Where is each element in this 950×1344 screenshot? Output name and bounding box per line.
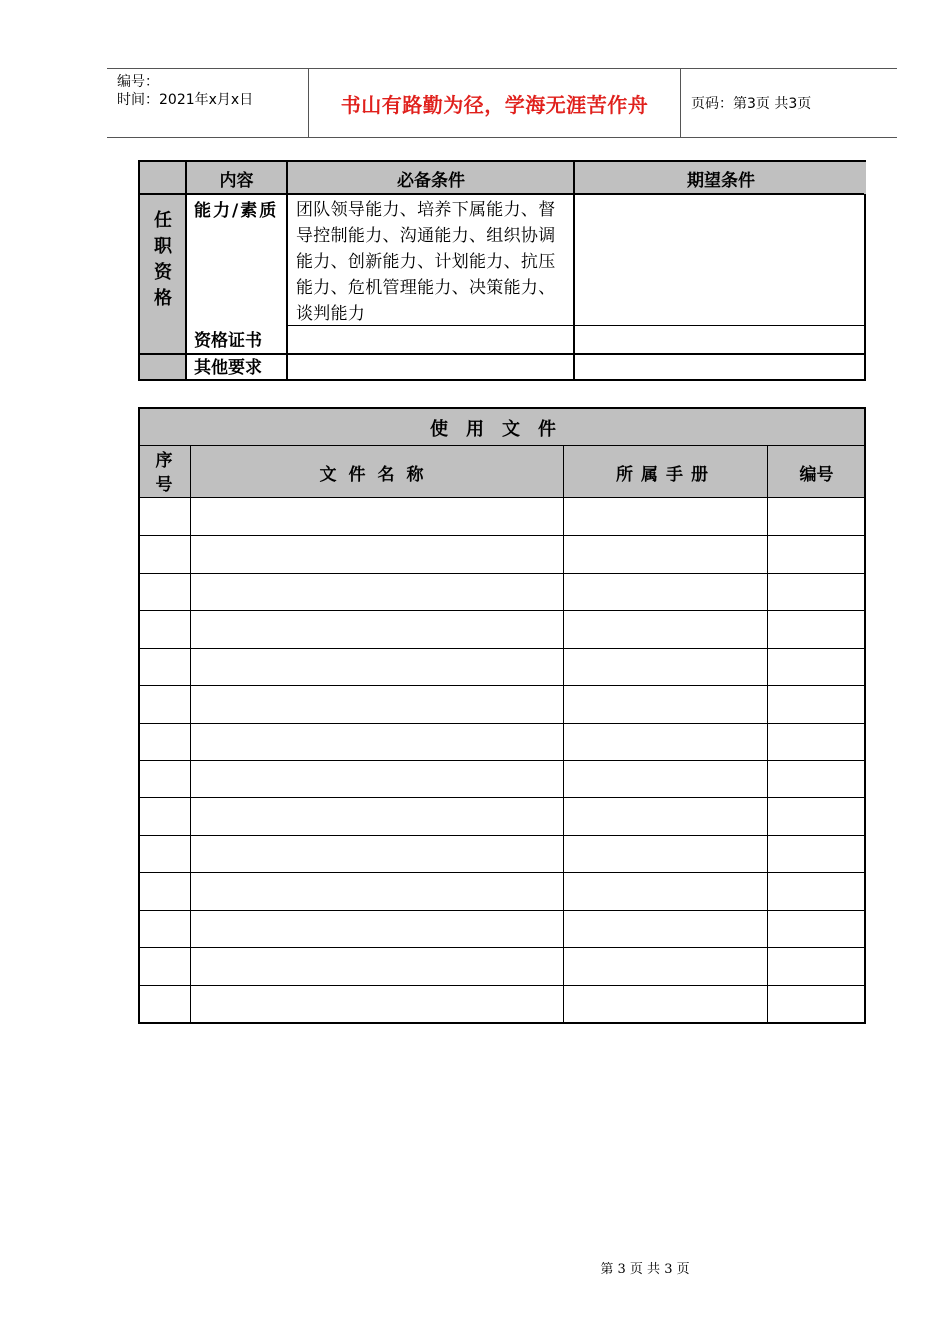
table-row-divider [140,985,864,986]
table-row-divider [140,760,864,761]
section-label-qualification [153,208,173,312]
table-column-divider [563,445,564,1022]
grid-line [140,497,864,498]
header-motto-cell [309,69,681,137]
page-footer: 第 3 页 共 3 页 [600,1262,690,1277]
table-row-divider [140,797,864,798]
documents-title-cell [140,409,864,446]
col-header-manual: 所属手册 [616,464,716,485]
table-row-divider [140,723,864,724]
table-row-divider [140,910,864,911]
table-row-divider [140,947,864,948]
documents-table [138,407,866,1024]
table-column-divider [767,445,768,1022]
grid-line [140,193,864,195]
table-row-divider [140,872,864,873]
col-header-required: 必备条件 [397,170,465,191]
table-row-divider [140,535,864,536]
col-header-expected: 期望条件 [687,170,755,191]
motto-text: 书山有路勤为径，学海无涯苦作舟 [340,92,649,117]
col-header-number: 编号 [799,464,834,485]
row-label-other: 其他要求 [194,358,262,378]
grid-line [286,325,866,326]
row-label-certificate: 资格证书 [194,331,262,351]
page-header [107,68,897,138]
documents-title: 使用文件 [430,418,574,440]
col-header-content: 内容 [219,170,254,191]
header-page-cell [681,69,897,137]
document-date: 时间：2021年x月x日 [117,92,254,108]
grid-line [140,353,864,355]
table-row-divider [140,573,864,574]
table-row-divider [140,685,864,686]
qualification-table [138,160,866,381]
table-row-divider [140,835,864,836]
document-number-label: 编号： [117,74,159,90]
page-number-info: 页码：第3页 共3页 [691,96,812,112]
section-label-text: 任职资格 [154,210,172,309]
table-row-divider [140,610,864,611]
header-meta [107,69,309,137]
row-label-ability: 能力/素质 [194,201,279,221]
table-row-divider [140,648,864,649]
col-header-seq: 序号 [155,451,173,495]
table-column-divider [190,445,191,1022]
required-ability-text: 团队领导能力、培养下属能力、督导控制能力、沟通能力、组织协调能力、创新能力、计划能力、抗压能力、危机管理能力、决策能力、谈判能力 [296,200,556,324]
col-header-filename: 文件名称 [319,464,436,485]
